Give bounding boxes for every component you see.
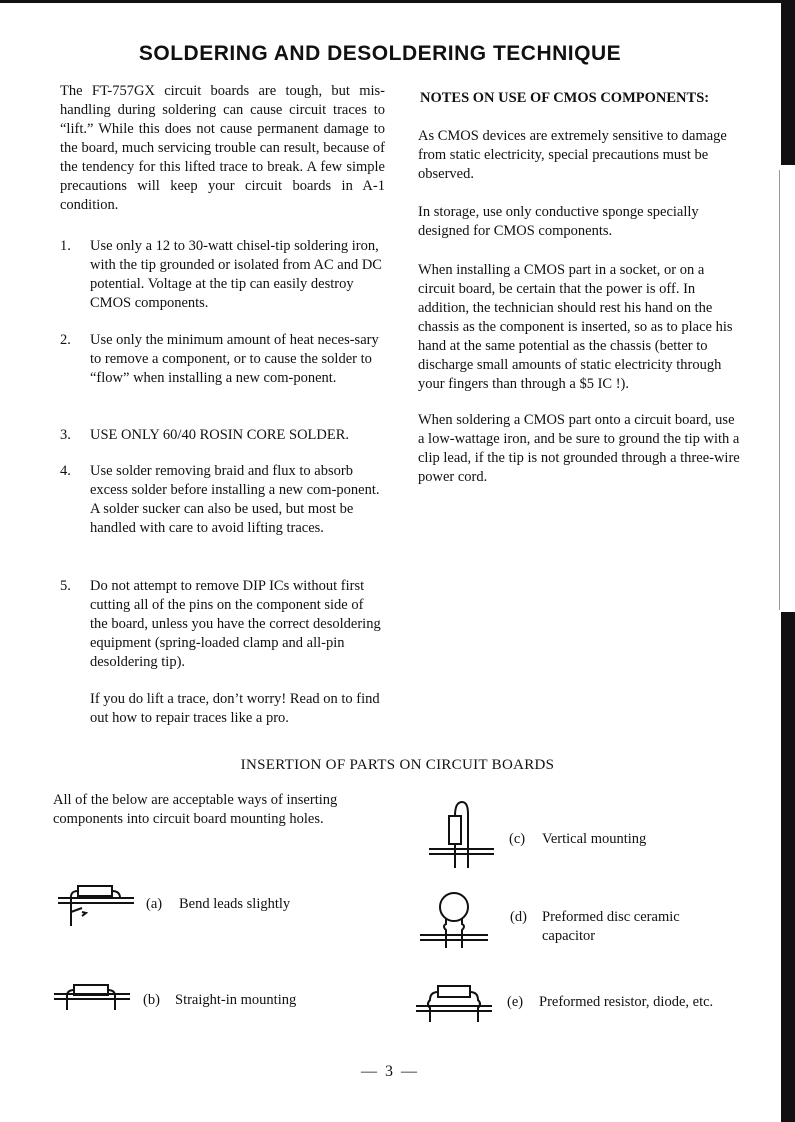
figure-d-tag: (d) (510, 909, 527, 925)
notes-paragraph: When installing a CMOS part in a socket, or on a circuit board, be certain that the power is off. In addition, the technician should rest his hand on the chassis as the component is inserted, so as to place his hand at the same potential as the chassis (better to discharge small amounts of static electricity through your fingers than through a $5 IC !). (418, 262, 733, 392)
step-text: USE ONLY 60/40 ROSIN CORE SOLDER. (90, 427, 350, 443)
step-number: 2. (60, 332, 71, 348)
figure-e-tag: (e) (507, 994, 524, 1010)
scan-edge-bar (781, 612, 795, 1122)
notes-paragraph: When soldering a CMOS part onto a circuit board, use a low-wattage iron, and be sure to ground the tip with a clip lead, if the tip is not grounded through a three-wire power cord. (418, 412, 740, 485)
figure-a-tag: (a) (146, 896, 163, 912)
step-text: Use only the minimum amount of heat neces-sary to remove a component, or to cause the solder to “flow” when installing a new com-ponent. (90, 332, 379, 386)
insertion-heading: INSERTION OF PARTS ON CIRCUIT BOARDS (240, 757, 555, 773)
intro-paragraph: The FT-757GX circuit boards are tough, but mis-handling during soldering can cause circuit traces to “lift.” While this does not cause permanent damage to the board, much servicing trouble can result, because of the tendency for this lifted trace to break. A few simple precautions will keep your circuit boards in A-1 condition. (60, 83, 385, 213)
page-number: — 3 — (361, 1063, 419, 1080)
step-text: Use solder removing braid and flux to absorb excess solder before installing a new com-ponent. A solder sucker can also be used, but most be handled with care to avoid lifting traces. (90, 463, 380, 536)
figure-c-vertical (428, 800, 496, 870)
figure-b-straight-in (52, 982, 130, 1012)
notes-paragraph: As CMOS devices are extremely sensitive to damage from static electricity, special precautions must be observed. (418, 128, 727, 182)
step-number: 4. (60, 463, 71, 479)
notes-paragraph: In storage, use only conductive sponge specially designed for CMOS components. (418, 204, 699, 239)
scan-edge-line (779, 170, 780, 610)
step-number: 5. (60, 578, 71, 594)
page-title: SOLDERING AND DESOLDERING TECHNIQUE (138, 42, 622, 65)
insertion-intro: All of the below are acceptable ways of inserting components into circuit board mounting holes. (53, 792, 338, 827)
scan-edge-bar (781, 0, 795, 165)
figure-b-label: Straight-in mounting (175, 992, 297, 1008)
notes-heading: NOTES ON USE OF CMOS COMPONENTS: (420, 90, 710, 106)
step-text: Do not attempt to remove DIP ICs without first cutting all of the pins on the component side of the board, unless you have the correct desoldering equipment (spring-loaded clamp and all-pin desoldering tip). (90, 578, 381, 670)
figure-d-label: Preformed disc ceramic capacitor (542, 909, 680, 944)
closing-paragraph: If you do lift a trace, don’t worry! Read on to find out how to repair traces like a pro. (90, 691, 380, 726)
figure-a-bend-leads (56, 882, 134, 930)
step-number: 3. (60, 427, 71, 443)
figure-e-label: Preformed resistor, diode, etc. (539, 994, 714, 1010)
figure-c-tag: (c) (509, 831, 526, 847)
figure-e-preformed-resistor (414, 982, 494, 1024)
figure-c-label: Vertical mounting (542, 831, 647, 847)
figure-d-disc-capacitor (418, 890, 490, 950)
step-text: Use only a 12 to 30-watt chisel-tip soldering iron, with the tip grounded or isolated from AC and DC potential. Voltage at the tip can easily destroy CMOS components. (90, 238, 382, 311)
figure-b-tag: (b) (143, 992, 160, 1008)
step-number: 1. (60, 238, 71, 254)
top-rule (0, 0, 795, 3)
figure-a-label: Bend leads slightly (179, 896, 291, 912)
